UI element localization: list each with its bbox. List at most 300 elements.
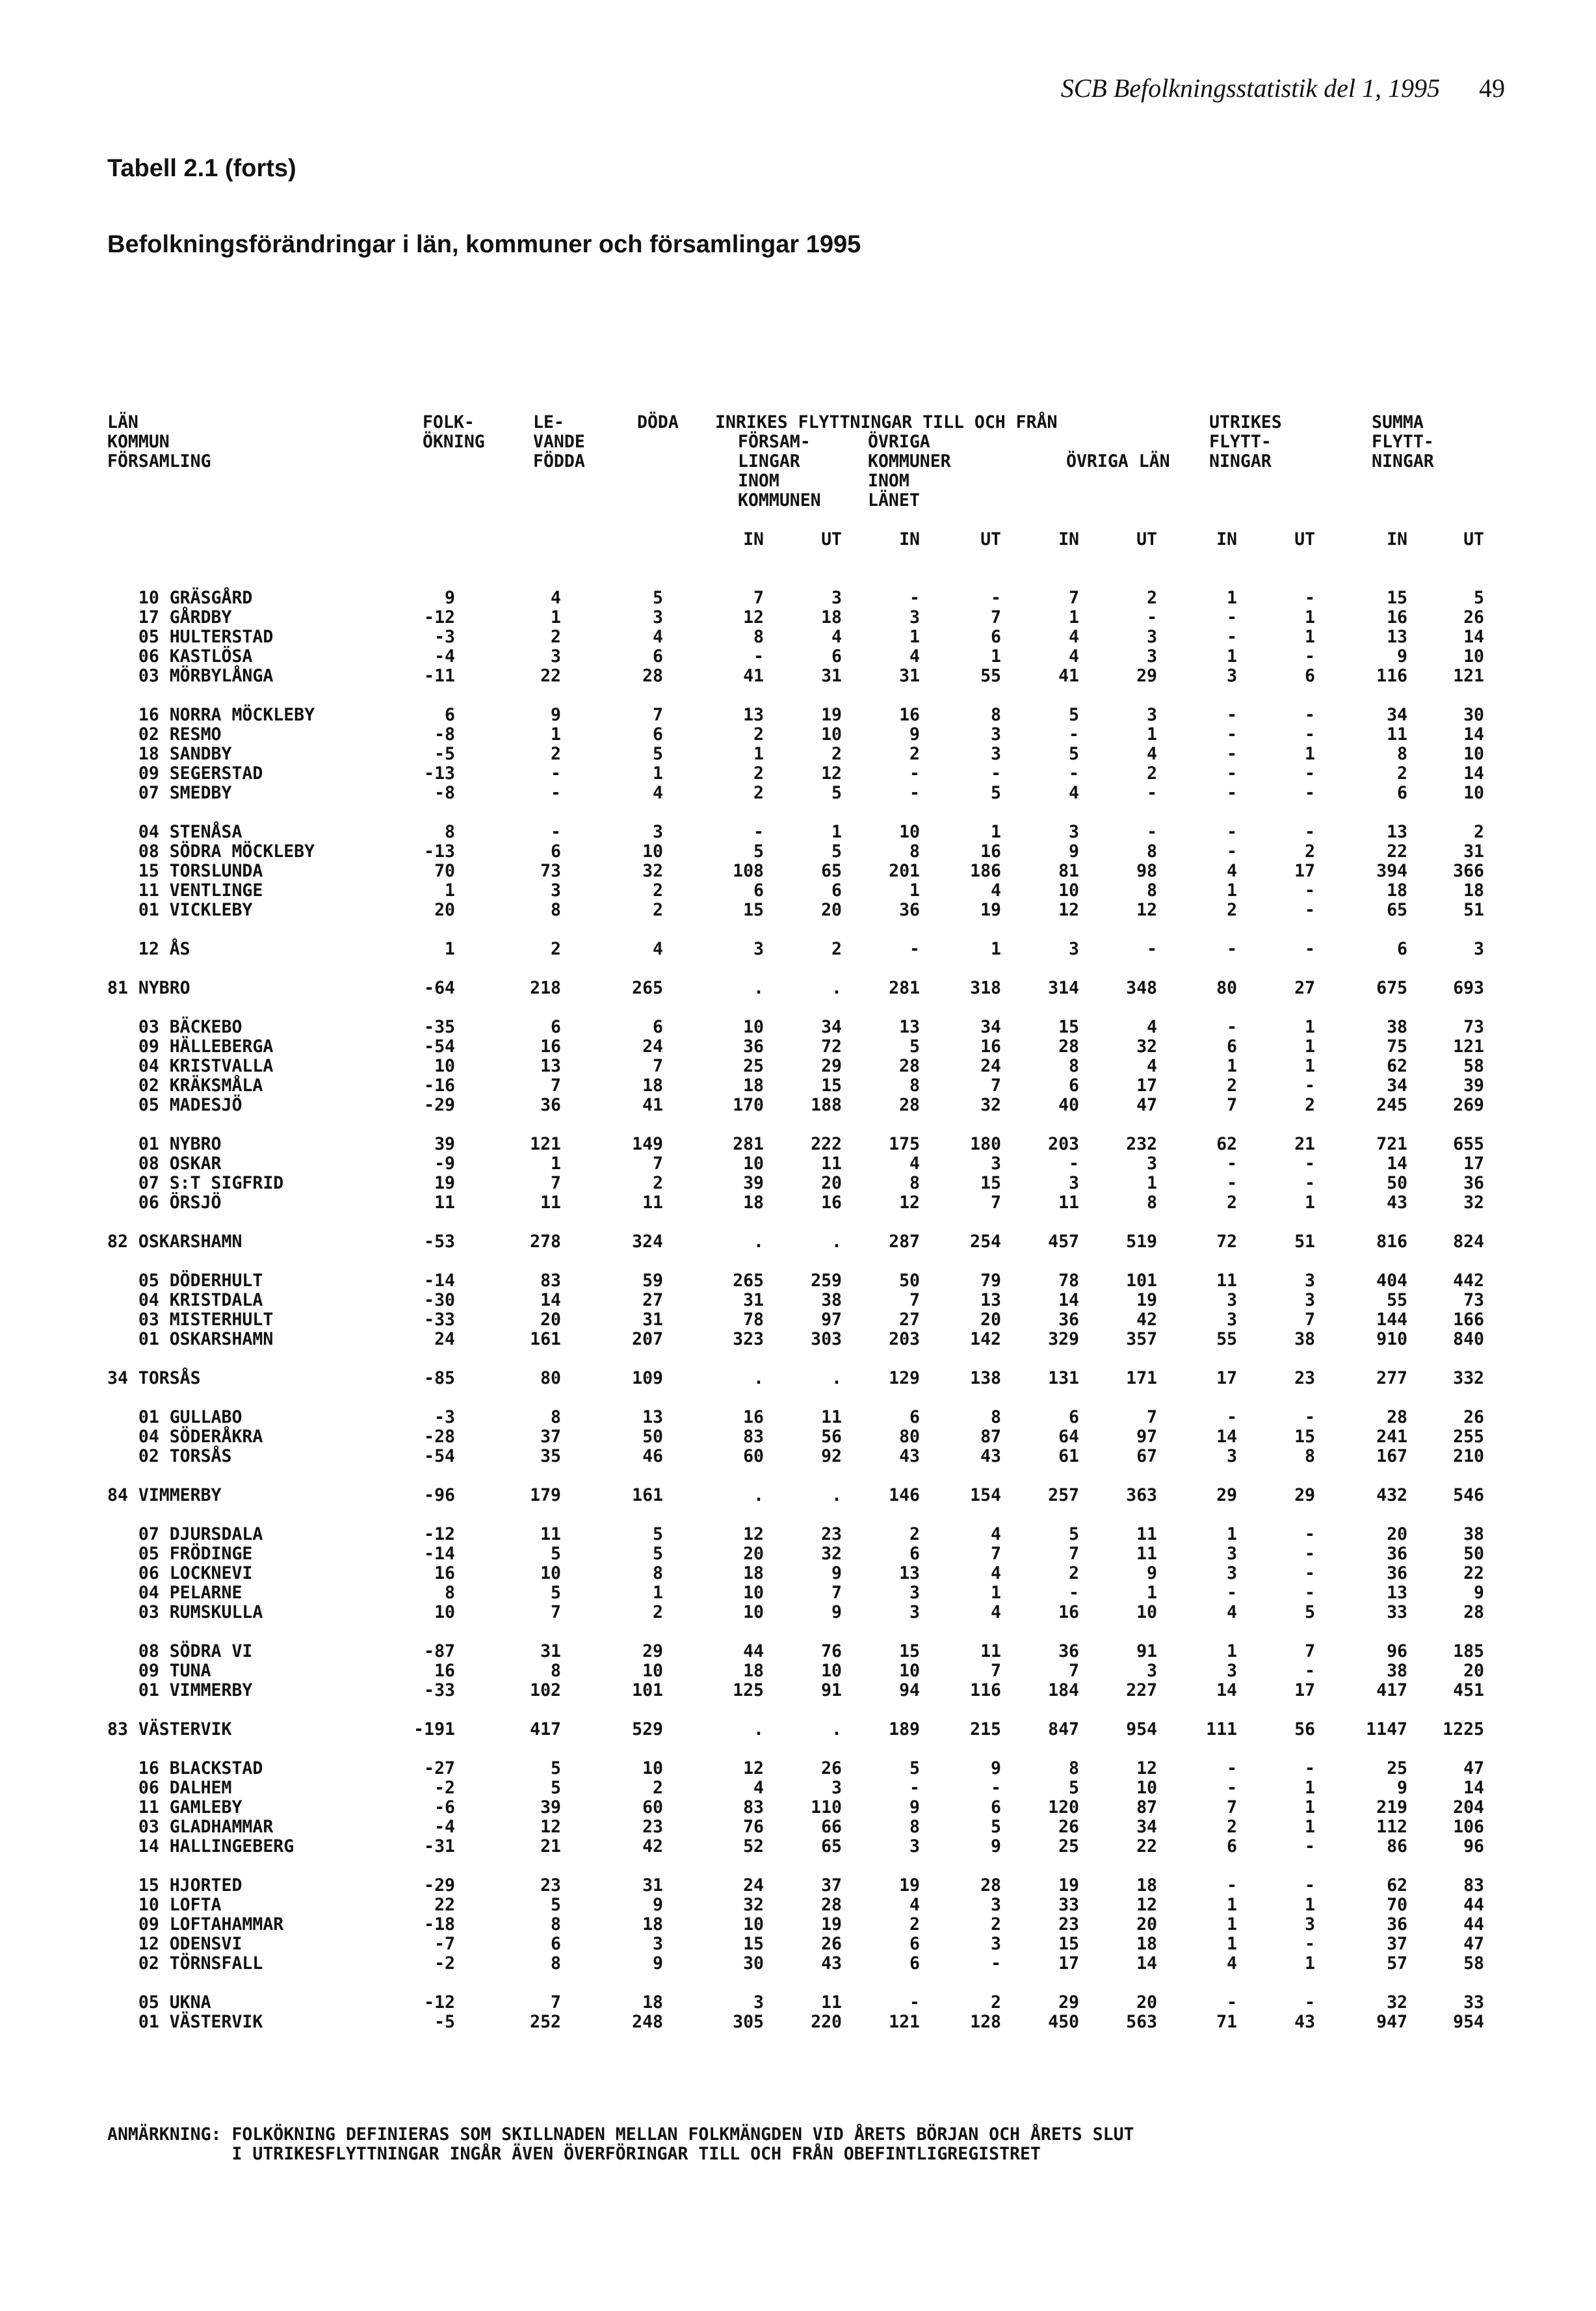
cell-value: -4 [434, 1817, 455, 1837]
cell-value: 32 [1136, 1037, 1157, 1057]
cell-value: 76 [821, 1641, 842, 1661]
cell-value: 5 [991, 783, 1001, 803]
cell-value: 3 [653, 1934, 663, 1954]
table-row [107, 1798, 1537, 1817]
row-name: 03 RUMSKULLA [107, 1602, 263, 1622]
cell-value: - [1305, 1661, 1315, 1681]
cell-value: 10 [1463, 646, 1484, 667]
cell-value: 23 [540, 1875, 561, 1895]
cell-value: 3 [653, 607, 663, 627]
row-name: 10 GRÄSGÅRD [107, 588, 253, 608]
cell-value: 1 [445, 880, 455, 901]
cell-value: -7 [434, 1934, 455, 1954]
cell-value: 3 [1069, 822, 1079, 842]
cell-value: 36 [899, 900, 920, 920]
cell-value: 58 [1463, 1953, 1484, 1974]
cell-value: 16 [1387, 607, 1407, 627]
row-name: 03 MÖRBYLÅNGA [107, 666, 274, 686]
cell-value: 34 [1387, 705, 1407, 725]
row-name: 01 VÄSTERVIK [107, 2012, 263, 2032]
cell-value: 2 [653, 1778, 663, 1798]
cell-value: 3 [1069, 1173, 1079, 1193]
cell-value: 24 [434, 1329, 455, 1349]
cell-value: 27 [899, 1310, 920, 1330]
cell-value: - [1305, 1544, 1315, 1564]
cell-value: 2 [991, 1992, 1001, 2013]
cell-value: 20 [743, 1544, 764, 1564]
cell-value: 1 [991, 939, 1001, 959]
cell-value: 73 [1463, 1017, 1484, 1037]
table-row [107, 706, 1537, 725]
cell-value: 2 [1305, 841, 1315, 862]
cell-value: 36 [1463, 1173, 1484, 1193]
cell-value: 10 [743, 1017, 764, 1037]
cell-value: 5 [653, 1524, 663, 1544]
cell-value: 44 [743, 1641, 764, 1661]
header-in: IN [743, 529, 764, 549]
cell-value: 21 [1294, 1134, 1315, 1154]
cell-value: 3 [1147, 1661, 1157, 1681]
cell-value: 3 [991, 1934, 1001, 1954]
cell-value: 8 [991, 705, 1001, 725]
row-name: 05 UKNA [107, 1992, 211, 2013]
cell-value: 7 [909, 1290, 920, 1310]
cell-value: 8 [909, 1076, 920, 1096]
header-in: IN [1387, 529, 1407, 549]
cell-value: 39 [434, 1134, 455, 1154]
cell-value: 79 [980, 1271, 1001, 1291]
cell-value: 24 [980, 1056, 1001, 1076]
cell-value: 7 [831, 1583, 842, 1603]
cell-value: 29 [1294, 1485, 1315, 1505]
cell-value: 131 [1048, 1368, 1079, 1388]
row-name: 04 STENÅSA [107, 822, 242, 842]
header-ovriga-k-4: LÄNET [868, 490, 920, 510]
cell-value: 22 [1463, 1563, 1484, 1583]
cell-value: 27 [1294, 978, 1315, 998]
cell-value: 1 [1305, 1953, 1315, 1974]
cell-value: 10 [821, 724, 842, 745]
header-ut: UT [1294, 529, 1315, 549]
cell-value: 7 [551, 1076, 561, 1096]
cell-value: 10 [1463, 744, 1484, 764]
header-lan: LÄN [107, 412, 138, 432]
row-name: 05 MADESJÖ [107, 1095, 242, 1115]
cell-value: 11 [642, 1193, 663, 1213]
cell-value: 2 [653, 900, 663, 920]
cell-value: 2 [551, 939, 561, 959]
cell-value: 2 [753, 724, 764, 745]
cell-value: 70 [434, 861, 455, 881]
cell-value: 1 [551, 724, 561, 745]
cell-value: 12 [1136, 1895, 1157, 1915]
cell-value: 6 [551, 1017, 561, 1037]
table-row [107, 1525, 1537, 1544]
cell-value: - [1147, 783, 1157, 803]
cell-value: 1 [1227, 1641, 1237, 1661]
cell-value: 12 [743, 607, 764, 627]
table-row [107, 1291, 1537, 1310]
cell-value: 138 [970, 1368, 1001, 1388]
cell-value: - [1069, 1154, 1079, 1174]
cell-value: 6 [1227, 1836, 1237, 1856]
cell-value: 10 [434, 1602, 455, 1622]
cell-value: 31 [899, 666, 920, 686]
cell-value: 83 [743, 1427, 764, 1447]
cell-value: 6 [909, 1953, 920, 1974]
cell-value: 8 [909, 1173, 920, 1193]
cell-value: 693 [1453, 978, 1484, 998]
cell-value: . [831, 978, 842, 998]
row-name: 09 LOFTAHAMMAR [107, 1914, 284, 1935]
cell-value: - [1305, 1758, 1315, 1778]
cell-value: - [1305, 1076, 1315, 1096]
cell-value: -191 [413, 1719, 455, 1739]
cell-value: - [1069, 763, 1079, 784]
cell-value: 11 [1216, 1271, 1237, 1291]
cell-value: 6 [991, 627, 1001, 647]
row-name: 02 KRÄKSMÅLA [107, 1076, 263, 1096]
cell-value: 3 [551, 880, 561, 901]
cell-value: 12 [1136, 900, 1157, 920]
cell-value: 10 [1136, 1602, 1157, 1622]
cell-value: 2 [1147, 588, 1157, 608]
footnote [107, 2125, 1134, 2164]
cell-value: - [1305, 1563, 1315, 1583]
table-row [107, 1935, 1537, 1954]
cell-value: 50 [899, 1271, 920, 1291]
cell-value: 41 [1058, 666, 1079, 686]
cell-value: - [1305, 939, 1315, 959]
header-folkokning-2: ÖKNING [423, 432, 485, 452]
table-number: Tabell 2.1 (forts) [107, 155, 296, 182]
cell-value: 1 [1305, 1895, 1315, 1915]
cell-value: 1 [445, 939, 455, 959]
table-title: Befolkningsförändringar i län, kommuner och församlingar 1995 [107, 231, 861, 258]
table-row [107, 862, 1537, 881]
cell-value: -30 [424, 1290, 455, 1310]
cell-value: 254 [970, 1232, 1001, 1252]
cell-value: 146 [889, 1485, 920, 1505]
cell-value: 20 [821, 1173, 842, 1193]
cell-value: 101 [632, 1680, 663, 1700]
header-ovriga-lan: ÖVRIGA LÄN [1066, 451, 1170, 471]
cell-value: 189 [889, 1719, 920, 1739]
cell-value: 847 [1048, 1719, 1079, 1739]
cell-value: 97 [1136, 1427, 1157, 1447]
cell-value: 954 [1453, 2012, 1484, 2032]
cell-value: 329 [1048, 1329, 1079, 1349]
cell-value: 215 [970, 1719, 1001, 1739]
cell-value: - [909, 783, 920, 803]
cell-value: 7 [1227, 1797, 1237, 1817]
cell-value: - [1227, 1778, 1237, 1798]
cell-value: 59 [642, 1271, 663, 1291]
cell-value: 287 [889, 1232, 920, 1252]
cell-value: 14 [1216, 1427, 1237, 1447]
cell-value: 31 [642, 1310, 663, 1330]
cell-value: 30 [1463, 705, 1484, 725]
cell-value: 184 [1048, 1680, 1079, 1700]
cell-value: 97 [821, 1310, 842, 1330]
cell-value: . [753, 1485, 764, 1505]
cell-value: - [1227, 1173, 1237, 1193]
cell-value: 8 [551, 1661, 561, 1681]
row-name: 09 TUNA [107, 1661, 211, 1681]
cell-value: 5 [551, 1544, 561, 1564]
cell-value: - [991, 763, 1001, 784]
cell-value: - [1227, 1017, 1237, 1037]
table-row [107, 1427, 1537, 1447]
cell-value: 8 [551, 1407, 561, 1427]
table-row [107, 1154, 1537, 1174]
cell-value: 2 [1474, 822, 1484, 842]
row-name: 83 VÄSTERVIK [107, 1719, 232, 1739]
cell-value: 2 [909, 744, 920, 764]
cell-value: 37 [821, 1875, 842, 1895]
table-row [107, 1193, 1537, 1213]
cell-value: 2 [653, 1173, 663, 1193]
cell-value: 3 [1227, 1446, 1237, 1466]
cell-value: 1 [1227, 646, 1237, 667]
cell-value: 15 [743, 900, 764, 920]
cell-value: 1 [1227, 1934, 1237, 1954]
cell-value: 16 [980, 1037, 1001, 1057]
cell-value: 18 [1136, 1875, 1157, 1895]
cell-value: 404 [1376, 1271, 1407, 1291]
cell-value: 10 [743, 1602, 764, 1622]
cell-value: 6 [653, 724, 663, 745]
cell-value: 28 [1058, 1037, 1079, 1057]
cell-value: 8 [991, 1407, 1001, 1427]
cell-value: 11 [1387, 724, 1407, 745]
cell-value: -87 [424, 1641, 455, 1661]
cell-value: 41 [642, 1095, 663, 1115]
cell-value: 9 [831, 1563, 842, 1583]
cell-value: -5 [434, 744, 455, 764]
cell-value: 83 [743, 1797, 764, 1817]
cell-value: 3 [909, 1583, 920, 1603]
cell-value: 179 [530, 1485, 561, 1505]
cell-value: 23 [821, 1524, 842, 1544]
row-name: 04 SÖDERÅKRA [107, 1427, 263, 1447]
cell-value: 14 [1216, 1680, 1237, 1700]
cell-value: . [831, 1232, 842, 1252]
cell-value: 60 [743, 1446, 764, 1466]
cell-value: 3 [1227, 1661, 1237, 1681]
cell-value: 2 [1069, 1563, 1079, 1583]
cell-value: 11 [980, 1641, 1001, 1661]
cell-value: 432 [1376, 1485, 1407, 1505]
cell-value: 6 [1227, 1037, 1237, 1057]
cell-value: 318 [970, 978, 1001, 998]
cell-value: 80 [899, 1427, 920, 1447]
row-name: 02 TORSÅS [107, 1446, 232, 1466]
cell-value: 13 [1387, 1583, 1407, 1603]
row-name: 12 ÅS [107, 939, 190, 959]
cell-value: . [831, 1719, 842, 1739]
cell-value: 2 [1397, 763, 1407, 784]
cell-value: . [753, 1232, 764, 1252]
cell-value: -64 [424, 978, 455, 998]
cell-value: 4 [1069, 627, 1079, 647]
cell-value: 144 [1376, 1310, 1407, 1330]
cell-value: -5 [434, 2012, 455, 2032]
cell-value: 31 [821, 666, 842, 686]
row-name: 06 ÖRSJÖ [107, 1193, 222, 1213]
cell-value: 2 [991, 1914, 1001, 1935]
cell-value: - [1305, 1407, 1315, 1427]
cell-value: 5 [551, 1895, 561, 1915]
row-name: 16 BLACKSTAD [107, 1758, 263, 1778]
cell-value: 4 [991, 1524, 1001, 1544]
cell-value: 1 [1069, 607, 1079, 627]
cell-value: 4 [909, 646, 920, 667]
cell-value: 29 [642, 1641, 663, 1661]
cell-value: 65 [1387, 900, 1407, 920]
page-number: 49 [1479, 73, 1505, 103]
cell-value: -13 [424, 841, 455, 862]
cell-value: -8 [434, 783, 455, 803]
header-ut: UT [1136, 529, 1157, 549]
header-utrikes-2: FLYTT- [1209, 432, 1272, 452]
cell-value: 116 [1376, 666, 1407, 686]
cell-value: - [1305, 588, 1315, 608]
cell-value: 56 [1294, 1719, 1315, 1739]
cell-value: 4 [1069, 646, 1079, 667]
header-source: SCB Befolkningsstatistik del 1, 1995 [1060, 73, 1440, 103]
table-row [107, 1408, 1537, 1427]
cell-value: 22 [1136, 1836, 1157, 1856]
row-name: 15 HJORTED [107, 1875, 242, 1895]
cell-value: 34 [821, 1017, 842, 1037]
row-name: 81 NYBRO [107, 978, 190, 998]
header-inrikes: INRIKES FLYTTNINGAR TILL OCH FRÅN [715, 412, 1058, 432]
cell-value: 3 [991, 1895, 1001, 1915]
row-name: 18 SANDBY [107, 744, 232, 764]
cell-value: 1147 [1366, 1719, 1407, 1739]
cell-value: 72 [1216, 1232, 1237, 1252]
table-row [107, 1564, 1537, 1583]
cell-value: . [753, 978, 764, 998]
table-row [107, 1447, 1537, 1466]
cell-value: 46 [642, 1446, 663, 1466]
cell-value: 36 [1387, 1914, 1407, 1935]
table-row [107, 1330, 1537, 1349]
cell-value: 121 [1453, 1037, 1484, 1057]
cell-value: 29 [821, 1056, 842, 1076]
cell-value: 13 [743, 705, 764, 725]
cell-value: 7 [1069, 588, 1079, 608]
cell-value: 65 [821, 861, 842, 881]
cell-value: - [1227, 607, 1237, 627]
cell-value: 83 [540, 1271, 561, 1291]
cell-value: 29 [1058, 1992, 1079, 2013]
cell-value: 34 [980, 1017, 1001, 1037]
cell-value: 58 [1463, 1056, 1484, 1076]
cell-value: 11 [540, 1193, 561, 1213]
cell-value: 2 [653, 880, 663, 901]
cell-value: 8 [909, 1817, 920, 1837]
cell-value: 110 [811, 1797, 842, 1817]
cell-value: 87 [980, 1427, 1001, 1447]
in-ut-row [107, 530, 1537, 549]
cell-value: 20 [1136, 1914, 1157, 1935]
cell-value: 6 [909, 1934, 920, 1954]
cell-value: 3 [1474, 939, 1484, 959]
cell-value: 1 [1147, 1173, 1157, 1193]
cell-value: - [909, 588, 920, 608]
cell-value: 12 [899, 1193, 920, 1213]
cell-value: 4 [991, 1602, 1001, 1622]
cell-value: 36 [1058, 1310, 1079, 1330]
cell-value: - [1305, 1524, 1315, 1544]
cell-value: 4 [1069, 783, 1079, 803]
cell-value: 12 [1136, 1758, 1157, 1778]
header-forsam-3: INOM [738, 471, 779, 491]
cell-value: 10 [743, 1914, 764, 1935]
cell-value: 22 [434, 1895, 455, 1915]
cell-value: 18 [743, 1193, 764, 1213]
cell-value: - [551, 763, 561, 784]
cell-value: 11 [821, 1407, 842, 1427]
cell-value: 128 [970, 2012, 1001, 2032]
cell-value: 6 [1397, 939, 1407, 959]
cell-value: - [1227, 744, 1237, 764]
cell-value: 5 [753, 841, 764, 862]
cell-value: 19 [980, 900, 1001, 920]
cell-value: - [909, 763, 920, 784]
cell-value: 7 [753, 588, 764, 608]
cell-value: 25 [1387, 1758, 1407, 1778]
cell-value: 417 [1376, 1680, 1407, 1700]
row-name: 05 DÖDERHULT [107, 1271, 263, 1291]
cell-value: 121 [1453, 666, 1484, 686]
cell-value: 32 [1387, 1992, 1407, 2013]
cell-value: 102 [530, 1680, 561, 1700]
cell-value: 6 [445, 705, 455, 725]
cell-value: 269 [1453, 1095, 1484, 1115]
cell-value: 47 [1463, 1934, 1484, 1954]
cell-value: 39 [540, 1797, 561, 1817]
cell-value: 201 [889, 861, 920, 881]
table-row [107, 823, 1537, 842]
cell-value: 6 [991, 1797, 1001, 1817]
cell-value: 28 [642, 666, 663, 686]
cell-value: 1 [1305, 627, 1315, 647]
cell-value: - [1147, 822, 1157, 842]
cell-value: 66 [821, 1817, 842, 1837]
cell-value: 2 [831, 939, 842, 959]
row-name: 11 VENTLINGE [107, 880, 263, 901]
cell-value: 121 [530, 1134, 561, 1154]
cell-value: 5 [1305, 1602, 1315, 1622]
header-fodda-2: VANDE [533, 432, 585, 452]
cell-value: 14 [1463, 627, 1484, 647]
cell-value: 1 [653, 763, 663, 784]
cell-value: 188 [811, 1095, 842, 1115]
cell-value: 36 [1387, 1563, 1407, 1583]
cell-value: 39 [1463, 1076, 1484, 1096]
cell-value: 265 [733, 1271, 764, 1291]
cell-value: 42 [1136, 1310, 1157, 1330]
cell-value: 24 [642, 1037, 663, 1057]
cell-value: 8 [445, 1583, 455, 1603]
cell-value: . [831, 1368, 842, 1388]
cell-value: 7 [991, 1193, 1001, 1213]
cell-value: 3 [1227, 1563, 1237, 1583]
cell-value: 7 [551, 1992, 561, 2013]
